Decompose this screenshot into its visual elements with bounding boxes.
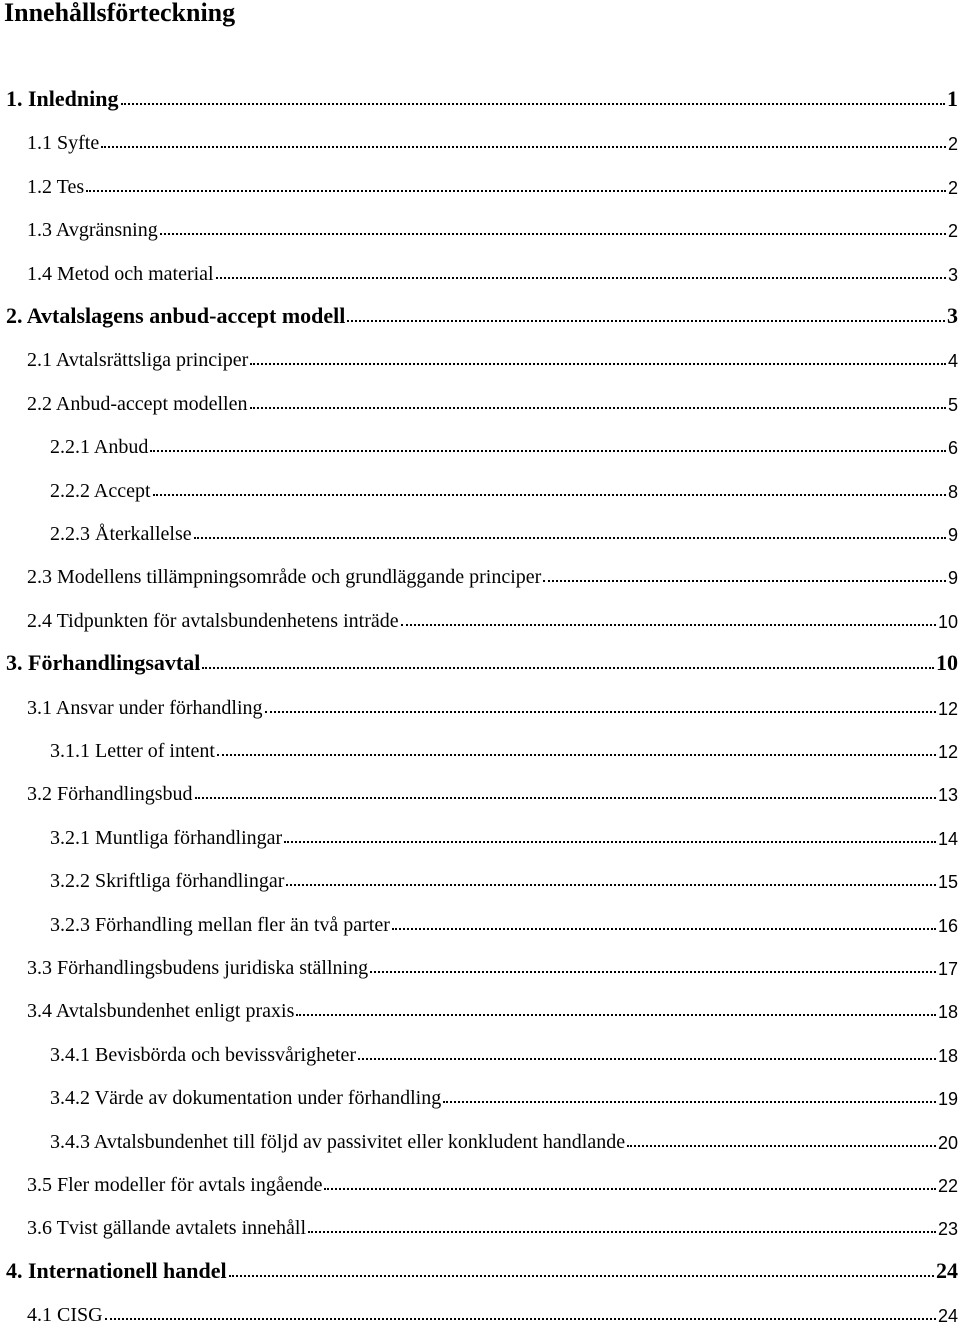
toc-entry[interactable] bbox=[50, 1080, 958, 1110]
dot-leader bbox=[284, 841, 936, 843]
toc-entry-label: 1.3 Avgränsning bbox=[27, 219, 158, 242]
toc-entry-label: 3.4.3 Avtalsbundenhet till följd av passivitet eller konkludent handlande bbox=[50, 1130, 626, 1153]
toc-entry-page-number: 18 bbox=[937, 1045, 958, 1066]
toc-entry-page-number: 6 bbox=[947, 438, 958, 459]
toc-entry-page-number: 10 bbox=[937, 611, 958, 632]
toc-entry-label: 1.2 Tes bbox=[27, 175, 85, 198]
toc-entry-label: 3.2.3 Förhandling mellan fler än två parter bbox=[50, 913, 390, 936]
dot-leader bbox=[370, 971, 936, 973]
toc-entry-label: 3.6 Tvist gällande avtalets innehåll bbox=[27, 1217, 307, 1240]
dot-leader bbox=[265, 711, 936, 713]
dot-leader bbox=[217, 754, 936, 756]
toc-entry-page-number: 9 bbox=[947, 568, 958, 589]
dot-leader bbox=[347, 320, 945, 322]
toc-entry-page-number: 2 bbox=[947, 177, 958, 198]
toc-entry-label: 4.1 CISG bbox=[27, 1304, 103, 1327]
toc-entry-page-number: 22 bbox=[937, 1176, 958, 1196]
toc-entry-page-number: 3 bbox=[947, 303, 958, 328]
toc-entry-label: 1. Inledning bbox=[6, 86, 119, 111]
toc-entry-label: 2.1 Avtalsrättsliga principer bbox=[27, 349, 249, 372]
dot-leader bbox=[250, 363, 946, 365]
toc-entry[interactable] bbox=[27, 1167, 958, 1197]
toc-entry[interactable] bbox=[6, 1254, 958, 1284]
toc-entry-label: 3.2 Förhandlingsbud bbox=[27, 783, 193, 806]
toc-entry[interactable] bbox=[50, 1124, 958, 1154]
toc-entry[interactable] bbox=[27, 212, 958, 242]
toc-entry-page-number: 1 bbox=[947, 86, 958, 111]
dot-leader bbox=[86, 190, 946, 192]
toc-entry-label: 3.1 Ansvar under förhandling bbox=[27, 696, 263, 719]
toc-entry-label: 2.3 Modellens tillämpningsområde och grundläggande principer bbox=[27, 566, 542, 589]
dot-leader bbox=[216, 277, 946, 279]
toc-entry[interactable] bbox=[27, 169, 958, 199]
toc-entry[interactable] bbox=[27, 386, 958, 416]
toc-entry-page-number: 24 bbox=[936, 1257, 958, 1283]
dot-leader bbox=[195, 797, 936, 799]
toc-entry[interactable] bbox=[27, 950, 958, 980]
page-title: Innehållsförteckning bbox=[4, 0, 236, 27]
dot-leader bbox=[286, 884, 936, 886]
toc-entry[interactable] bbox=[27, 603, 958, 633]
dot-leader bbox=[101, 146, 946, 148]
toc-entry[interactable] bbox=[50, 473, 958, 503]
toc-entry[interactable] bbox=[27, 342, 958, 372]
toc-entry-label: 1.4 Metod och material bbox=[27, 262, 214, 285]
dot-leader bbox=[358, 1058, 936, 1060]
dot-leader bbox=[401, 624, 936, 626]
toc-entry-label: 3.2.2 Skriftliga förhandlingar bbox=[50, 870, 285, 893]
dot-leader bbox=[150, 450, 946, 452]
toc-entry-page-number: 13 bbox=[937, 785, 958, 806]
dot-leader bbox=[194, 537, 946, 539]
toc-entry-page-number: 17 bbox=[937, 959, 958, 979]
dot-leader bbox=[296, 1014, 936, 1016]
toc-entry-page-number: 4 bbox=[947, 351, 958, 372]
toc-entry[interactable] bbox=[6, 82, 958, 112]
dot-leader bbox=[105, 1318, 936, 1320]
toc-entry[interactable] bbox=[6, 646, 958, 676]
toc-entry-label: 2.2 Anbud-accept modellen bbox=[27, 392, 248, 415]
toc-entry[interactable] bbox=[6, 299, 958, 329]
toc-entry-page-number: 8 bbox=[947, 481, 958, 502]
toc-entry-label: 2.2.3 Återkallelse bbox=[50, 523, 192, 545]
toc-entry-label: 2.2.1 Anbud bbox=[50, 436, 149, 459]
dot-leader bbox=[308, 1231, 936, 1233]
toc-entry-page-number: 18 bbox=[937, 1002, 958, 1023]
toc-entry-label: 1.1 Syfte bbox=[27, 132, 100, 155]
toc-entry[interactable] bbox=[50, 429, 958, 459]
toc-entry-label: 4. Internationell handel bbox=[6, 1257, 227, 1283]
toc-entry[interactable] bbox=[50, 516, 958, 546]
toc-entry-page-number: 19 bbox=[937, 1089, 958, 1110]
toc-entry[interactable] bbox=[27, 993, 958, 1023]
toc-entry-label: 2.4 Tidpunkten för avtalsbundenhetens inträde bbox=[27, 609, 399, 632]
toc-entry[interactable] bbox=[27, 559, 958, 589]
dot-leader bbox=[153, 494, 946, 496]
toc-entry-page-number: 10 bbox=[936, 650, 958, 676]
toc-entry[interactable] bbox=[50, 1037, 958, 1067]
toc-entry[interactable] bbox=[27, 125, 958, 155]
toc-entry-page-number: 5 bbox=[947, 394, 958, 415]
toc-entry-page-number: 14 bbox=[937, 828, 958, 849]
dot-leader bbox=[202, 667, 934, 669]
toc-entry[interactable] bbox=[27, 1210, 958, 1240]
toc-entry[interactable] bbox=[27, 776, 958, 806]
toc-entry-page-number: 2 bbox=[947, 221, 958, 242]
toc-entry-page-number: 9 bbox=[947, 525, 958, 545]
dot-leader bbox=[229, 1275, 934, 1277]
dot-leader bbox=[121, 103, 946, 105]
toc-entry[interactable] bbox=[50, 907, 958, 937]
dot-leader bbox=[392, 928, 936, 930]
toc-entry-label: 3.3 Förhandlingsbudens juridiska ställning bbox=[27, 957, 369, 979]
toc-entry-label: 3.2.1 Muntliga förhandlingar bbox=[50, 826, 283, 849]
toc-entry[interactable] bbox=[27, 690, 958, 720]
toc-entry-page-number: 20 bbox=[937, 1132, 958, 1153]
toc-entry-label: 3.4 Avtalsbundenhet enligt praxis bbox=[27, 1000, 295, 1023]
toc-entry-page-number: 15 bbox=[937, 872, 958, 893]
toc-entry-label: 3.1.1 Letter of intent bbox=[50, 740, 215, 762]
toc-entry-label: 3.4.1 Bevisbörda och bevissvårigheter bbox=[50, 1043, 357, 1066]
toc-entry[interactable] bbox=[27, 1297, 958, 1327]
toc-entry[interactable] bbox=[50, 863, 958, 893]
dot-leader bbox=[250, 407, 946, 409]
dot-leader bbox=[443, 1101, 936, 1103]
toc-entry-page-number: 12 bbox=[937, 698, 958, 719]
toc-entry-page-number: 24 bbox=[937, 1306, 958, 1327]
toc-entry-label: 2. Avtalslagens anbud-accept modell bbox=[6, 303, 346, 328]
toc-entry-page-number: 2 bbox=[947, 134, 958, 155]
toc-entry-label: 3.4.2 Värde av dokumentation under förhandling bbox=[50, 1087, 442, 1110]
toc-entry-label: 2.2.2 Accept bbox=[50, 479, 151, 502]
toc-entry-page-number: 16 bbox=[937, 915, 958, 936]
toc-entry[interactable] bbox=[50, 733, 958, 763]
toc-entry-page-number: 3 bbox=[947, 264, 958, 285]
toc-entry[interactable] bbox=[27, 256, 958, 286]
toc-entry-page-number: 12 bbox=[937, 742, 958, 762]
dot-leader bbox=[160, 233, 946, 235]
toc-entry-label: 3.5 Fler modeller för avtals ingående bbox=[27, 1174, 323, 1196]
dot-leader bbox=[543, 580, 946, 582]
toc-entry-page-number: 23 bbox=[937, 1219, 958, 1240]
dot-leader bbox=[324, 1188, 936, 1190]
dot-leader bbox=[627, 1145, 936, 1147]
toc-entry[interactable] bbox=[50, 820, 958, 850]
toc-entry-label: 3. Förhandlingsavtal bbox=[6, 650, 201, 676]
